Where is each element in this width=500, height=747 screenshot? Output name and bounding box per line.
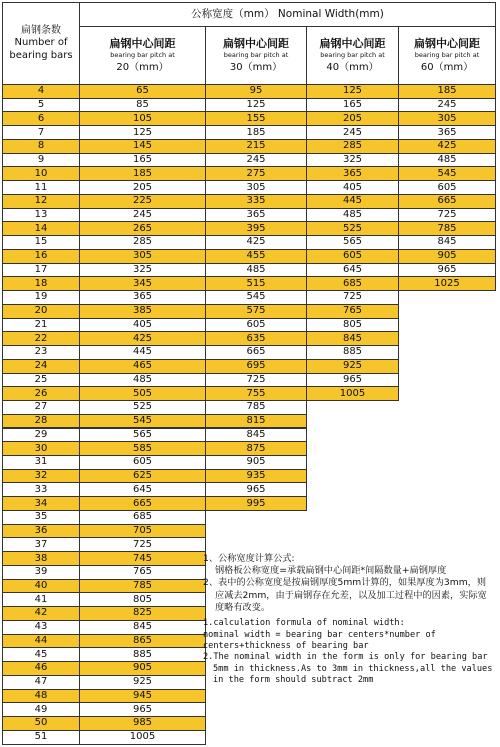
pitch-column-header-en: bearing bar pitch at xyxy=(414,51,480,60)
bearing-bars-count-cell: 34 xyxy=(2,496,80,511)
nominal-width-cell: 365 xyxy=(79,290,206,305)
nominal-width-cell: 545 xyxy=(398,166,496,181)
nominal-width-cell: 845 xyxy=(205,428,307,443)
bearing-bars-count-cell: 29 xyxy=(2,428,80,443)
pitch-column-header-zh: 扁钢中心间距 xyxy=(223,37,289,51)
nominal-width-cell: 565 xyxy=(306,235,399,250)
bearing-bars-count-cell: 28 xyxy=(2,414,80,429)
nominal-width-cell: 85 xyxy=(79,98,206,113)
nominal-width-cell: 985 xyxy=(79,716,206,731)
nominal-width-cell: 945 xyxy=(79,689,206,704)
nominal-width-cell: 725 xyxy=(306,290,399,305)
nominal-width-cell: 305 xyxy=(205,180,307,195)
bearing-bars-count-cell: 50 xyxy=(2,716,80,731)
nominal-width-cell: 965 xyxy=(205,482,307,497)
nominal-width-cell: 725 xyxy=(79,537,206,552)
pitch-column-header-1 xyxy=(79,26,206,85)
bearing-bars-count-cell: 13 xyxy=(2,208,80,223)
nominal-width-cell: 325 xyxy=(306,153,399,168)
nominal-width-cell: 705 xyxy=(79,524,206,539)
pitch-column-header-2 xyxy=(205,26,307,85)
nominal-width-cell: 585 xyxy=(79,441,206,456)
note-zh-1: 1、公称宽度计算公式: xyxy=(203,553,295,564)
bearing-bars-count-cell: 51 xyxy=(2,730,80,745)
nominal-width-cell: 885 xyxy=(79,647,206,662)
bearing-bars-count-cell: 20 xyxy=(2,304,80,319)
nominal-width-cell: 725 xyxy=(205,373,307,388)
nominal-width-cell: 125 xyxy=(306,84,399,99)
bearing-bars-count-cell: 27 xyxy=(2,400,80,415)
nominal-width-cell: 815 xyxy=(205,414,307,429)
nominal-width-cell: 385 xyxy=(79,304,206,319)
bearing-bars-count-cell: 44 xyxy=(2,634,80,649)
bearing-bars-count-cell: 18 xyxy=(2,276,80,291)
nominal-width-cell: 305 xyxy=(79,249,206,264)
note-en-1-formula: nominal width = bearing bar centers*number of centers+thickness of bearing bar xyxy=(203,629,436,652)
bearing-bars-count-cell: 48 xyxy=(2,689,80,704)
nominal-width-cell: 995 xyxy=(205,496,307,511)
nominal-width-cell: 425 xyxy=(205,235,307,250)
pitch-column-header-mm: 30（mm） xyxy=(229,61,283,73)
nominal-width-cell: 335 xyxy=(205,194,307,209)
nominal-width-cell: 725 xyxy=(398,208,496,223)
nominal-width-cell: 605 xyxy=(306,249,399,264)
nominal-width-cell: 905 xyxy=(398,249,496,264)
nominal-width-cell: 785 xyxy=(205,400,307,415)
nominal-width-cell: 365 xyxy=(205,208,307,223)
nominal-width-cell: 1005 xyxy=(306,386,399,401)
nominal-width-cell: 345 xyxy=(79,276,206,291)
nominal-width-cell: 645 xyxy=(306,263,399,278)
nominal-width-cell: 605 xyxy=(398,180,496,195)
nominal-width-cell: 395 xyxy=(205,221,307,236)
nominal-width-cell: 605 xyxy=(205,318,307,333)
nominal-width-cell: 825 xyxy=(79,606,206,621)
nominal-width-cell: 545 xyxy=(205,290,307,305)
bearing-bars-count-cell: 30 xyxy=(2,441,80,456)
note-en-2: 2.The nominal width in the form is only for bearing bar 5mm in thickness.As to 3mm in thickness,all the values in the form should subtract 2mm xyxy=(203,652,493,686)
bearing-bars-count-cell: 49 xyxy=(2,702,80,717)
nominal-width-cell: 425 xyxy=(79,331,206,346)
nominal-width-cell: 875 xyxy=(205,441,307,456)
nominal-width-cell: 845 xyxy=(398,235,496,250)
nominal-width-cell: 925 xyxy=(306,359,399,374)
nominal-width-cell: 635 xyxy=(205,331,307,346)
bearing-bars-count-cell: 41 xyxy=(2,592,80,607)
nominal-width-cell: 245 xyxy=(205,153,307,168)
nominal-width-cell: 165 xyxy=(306,98,399,113)
pitch-column-header-4 xyxy=(398,26,496,85)
bearing-bars-header xyxy=(2,2,80,85)
nominal-width-cell: 425 xyxy=(398,139,496,154)
nominal-width-cell: 485 xyxy=(79,373,206,388)
note-en-1: 1.calculation formula of nominal width: xyxy=(203,618,405,629)
pitch-column-header-en: bearing bar pitch at xyxy=(223,51,289,60)
bearing-bars-count-cell: 9 xyxy=(2,153,80,168)
nominal-width-header: 公称宽度（mm） Nominal Width(mm) xyxy=(79,2,496,27)
nominal-width-cell: 245 xyxy=(79,208,206,223)
nominal-width-cell: 245 xyxy=(306,125,399,140)
nominal-width-cell: 905 xyxy=(205,455,307,470)
bearing-bars-count-cell: 37 xyxy=(2,537,80,552)
nominal-width-cell: 155 xyxy=(205,111,307,126)
pitch-column-header-zh: 扁钢中心间距 xyxy=(319,37,386,51)
bearing-bars-count-cell: 45 xyxy=(2,647,80,662)
bearing-bars-count-cell: 33 xyxy=(2,482,80,497)
bearing-bars-count-cell: 6 xyxy=(2,111,80,126)
bearing-bars-count-cell: 15 xyxy=(2,235,80,250)
bearing-bars-count-cell: 31 xyxy=(2,455,80,470)
bearing-bars-count-cell: 21 xyxy=(2,318,80,333)
nominal-width-cell: 805 xyxy=(306,318,399,333)
nominal-width-cell: 165 xyxy=(79,153,206,168)
nominal-width-cell: 575 xyxy=(205,304,307,319)
nominal-width-cell: 125 xyxy=(205,98,307,113)
nominal-width-cell: 785 xyxy=(79,579,206,594)
nominal-width-cell: 965 xyxy=(79,702,206,717)
nominal-width-cell: 565 xyxy=(79,428,206,443)
nominal-width-cell: 845 xyxy=(79,620,206,635)
bearing-bars-header-en1: Number of xyxy=(14,37,68,49)
nominal-width-cell: 325 xyxy=(79,263,206,278)
bearing-bars-count-cell: 36 xyxy=(2,524,80,539)
nominal-width-cell: 665 xyxy=(79,496,206,511)
bearing-bars-count-cell: 46 xyxy=(2,661,80,676)
pitch-column-header-en: bearing bar pitch at xyxy=(320,51,385,60)
nominal-width-cell: 1025 xyxy=(398,276,496,291)
nominal-width-cell: 745 xyxy=(79,551,206,566)
nominal-width-cell: 405 xyxy=(306,180,399,195)
bearing-bars-header-zh: 扁钢条数 xyxy=(21,24,61,36)
pitch-column-header-3 xyxy=(306,26,399,85)
nominal-width-cell: 305 xyxy=(398,111,496,126)
nominal-width-cell: 765 xyxy=(306,304,399,319)
pitch-column-header-en: bearing bar pitch at xyxy=(110,51,175,60)
nominal-width-cell: 605 xyxy=(79,455,206,470)
bearing-bars-count-cell: 23 xyxy=(2,345,80,360)
bearing-bars-count-cell: 47 xyxy=(2,675,80,690)
nominal-width-cell: 185 xyxy=(205,125,307,140)
nominal-width-cell: 925 xyxy=(79,675,206,690)
nominal-width-cell: 205 xyxy=(306,111,399,126)
pitch-column-header-mm: 40（mm） xyxy=(326,61,379,73)
nominal-width-cell: 665 xyxy=(205,345,307,360)
nominal-width-cell: 485 xyxy=(398,153,496,168)
nominal-width-cell: 285 xyxy=(79,235,206,250)
nominal-width-cell: 695 xyxy=(205,359,307,374)
nominal-width-cell: 125 xyxy=(79,125,206,140)
nominal-width-cell: 185 xyxy=(79,166,206,181)
bearing-bars-count-cell: 11 xyxy=(2,180,80,195)
pitch-column-header-zh: 扁钢中心间距 xyxy=(414,37,480,51)
nominal-width-cell: 285 xyxy=(306,139,399,154)
nominal-width-cell: 275 xyxy=(205,166,307,181)
bearing-bars-count-cell: 8 xyxy=(2,139,80,154)
nominal-width-cell: 365 xyxy=(306,166,399,181)
bearing-bars-count-cell: 4 xyxy=(2,84,80,99)
bearing-bars-count-cell: 25 xyxy=(2,373,80,388)
nominal-width-cell: 885 xyxy=(306,345,399,360)
bearing-bars-count-cell: 7 xyxy=(2,125,80,140)
nominal-width-cell: 485 xyxy=(205,263,307,278)
nominal-width-cell: 665 xyxy=(398,194,496,209)
bearing-bars-count-cell: 43 xyxy=(2,620,80,635)
nominal-width-cell: 685 xyxy=(79,510,206,525)
nominal-width-cell: 785 xyxy=(398,221,496,236)
bearing-bars-count-cell: 16 xyxy=(2,249,80,264)
bearing-bars-count-cell: 5 xyxy=(2,98,80,113)
nominal-width-cell: 465 xyxy=(79,359,206,374)
nominal-width-cell: 215 xyxy=(205,139,307,154)
nominal-width-cell: 205 xyxy=(79,180,206,195)
note-zh-1-formula: 钢格板公称宽度=承载扁钢中心间距*间隔数量+扁钢厚度 xyxy=(215,565,447,577)
bearing-bars-count-cell: 42 xyxy=(2,606,80,621)
nominal-width-cell: 65 xyxy=(79,84,206,99)
nominal-width-cell: 445 xyxy=(306,194,399,209)
bearing-bars-count-cell: 40 xyxy=(2,579,80,594)
note-zh-2: 2、表中的公称宽度是按扁钢厚度5mm计算的，如果厚度为3mm，则应减去2mm，由于扁钢存在允差，以及加工过程中的因素，实际宽度略有改变。 xyxy=(203,577,487,613)
nominal-width-cell: 525 xyxy=(79,400,206,415)
bearing-bars-count-cell: 17 xyxy=(2,263,80,278)
nominal-width-cell: 765 xyxy=(79,565,206,580)
nominal-width-cell: 515 xyxy=(205,276,307,291)
bearing-bars-count-cell: 22 xyxy=(2,331,80,346)
nominal-width-cell: 905 xyxy=(79,661,206,676)
bearing-bars-count-cell: 32 xyxy=(2,469,80,484)
pitch-column-header-mm: 60（mm） xyxy=(420,61,474,73)
bearing-bars-count-cell: 12 xyxy=(2,194,80,209)
nominal-width-cell: 645 xyxy=(79,482,206,497)
nominal-width-cell: 1005 xyxy=(79,730,206,745)
nominal-width-cell: 505 xyxy=(79,386,206,401)
nominal-width-cell: 965 xyxy=(398,263,496,278)
nominal-width-cell: 405 xyxy=(79,318,206,333)
pitch-column-header-zh: 扁钢中心间距 xyxy=(109,37,176,51)
nominal-width-cell: 225 xyxy=(79,194,206,209)
nominal-width-cell: 95 xyxy=(205,84,307,99)
nominal-width-cell: 865 xyxy=(79,634,206,649)
nominal-width-cell: 755 xyxy=(205,386,307,401)
bearing-bars-count-cell: 19 xyxy=(2,290,80,305)
bearing-bars-count-cell: 39 xyxy=(2,565,80,580)
nominal-width-cell: 625 xyxy=(79,469,206,484)
pitch-column-header-mm: 20（mm） xyxy=(116,61,169,73)
nominal-width-cell: 185 xyxy=(398,84,496,99)
bearing-bars-count-cell: 26 xyxy=(2,386,80,401)
nominal-width-cell: 965 xyxy=(306,373,399,388)
nominal-width-cell: 805 xyxy=(79,592,206,607)
nominal-width-cell: 935 xyxy=(205,469,307,484)
nominal-width-cell: 685 xyxy=(306,276,399,291)
bearing-bars-header-en2: bearing bars xyxy=(9,49,73,61)
nominal-width-cell: 845 xyxy=(306,331,399,346)
nominal-width-cell: 455 xyxy=(205,249,307,264)
nominal-width-cell: 445 xyxy=(79,345,206,360)
nominal-width-cell: 485 xyxy=(306,208,399,223)
bearing-bars-count-cell: 38 xyxy=(2,551,80,566)
nominal-width-cell: 545 xyxy=(79,414,206,429)
nominal-width-cell: 145 xyxy=(79,139,206,154)
nominal-width-cell: 105 xyxy=(79,111,206,126)
nominal-width-cell: 365 xyxy=(398,125,496,140)
nominal-width-cell: 265 xyxy=(79,221,206,236)
nominal-width-cell: 245 xyxy=(398,98,496,113)
bearing-bars-count-cell: 10 xyxy=(2,166,80,181)
notes-section xyxy=(203,553,495,687)
bearing-bars-count-cell: 14 xyxy=(2,221,80,236)
bearing-bars-count-cell: 35 xyxy=(2,510,80,525)
nominal-width-cell: 525 xyxy=(306,221,399,236)
bearing-bars-count-cell: 24 xyxy=(2,359,80,374)
